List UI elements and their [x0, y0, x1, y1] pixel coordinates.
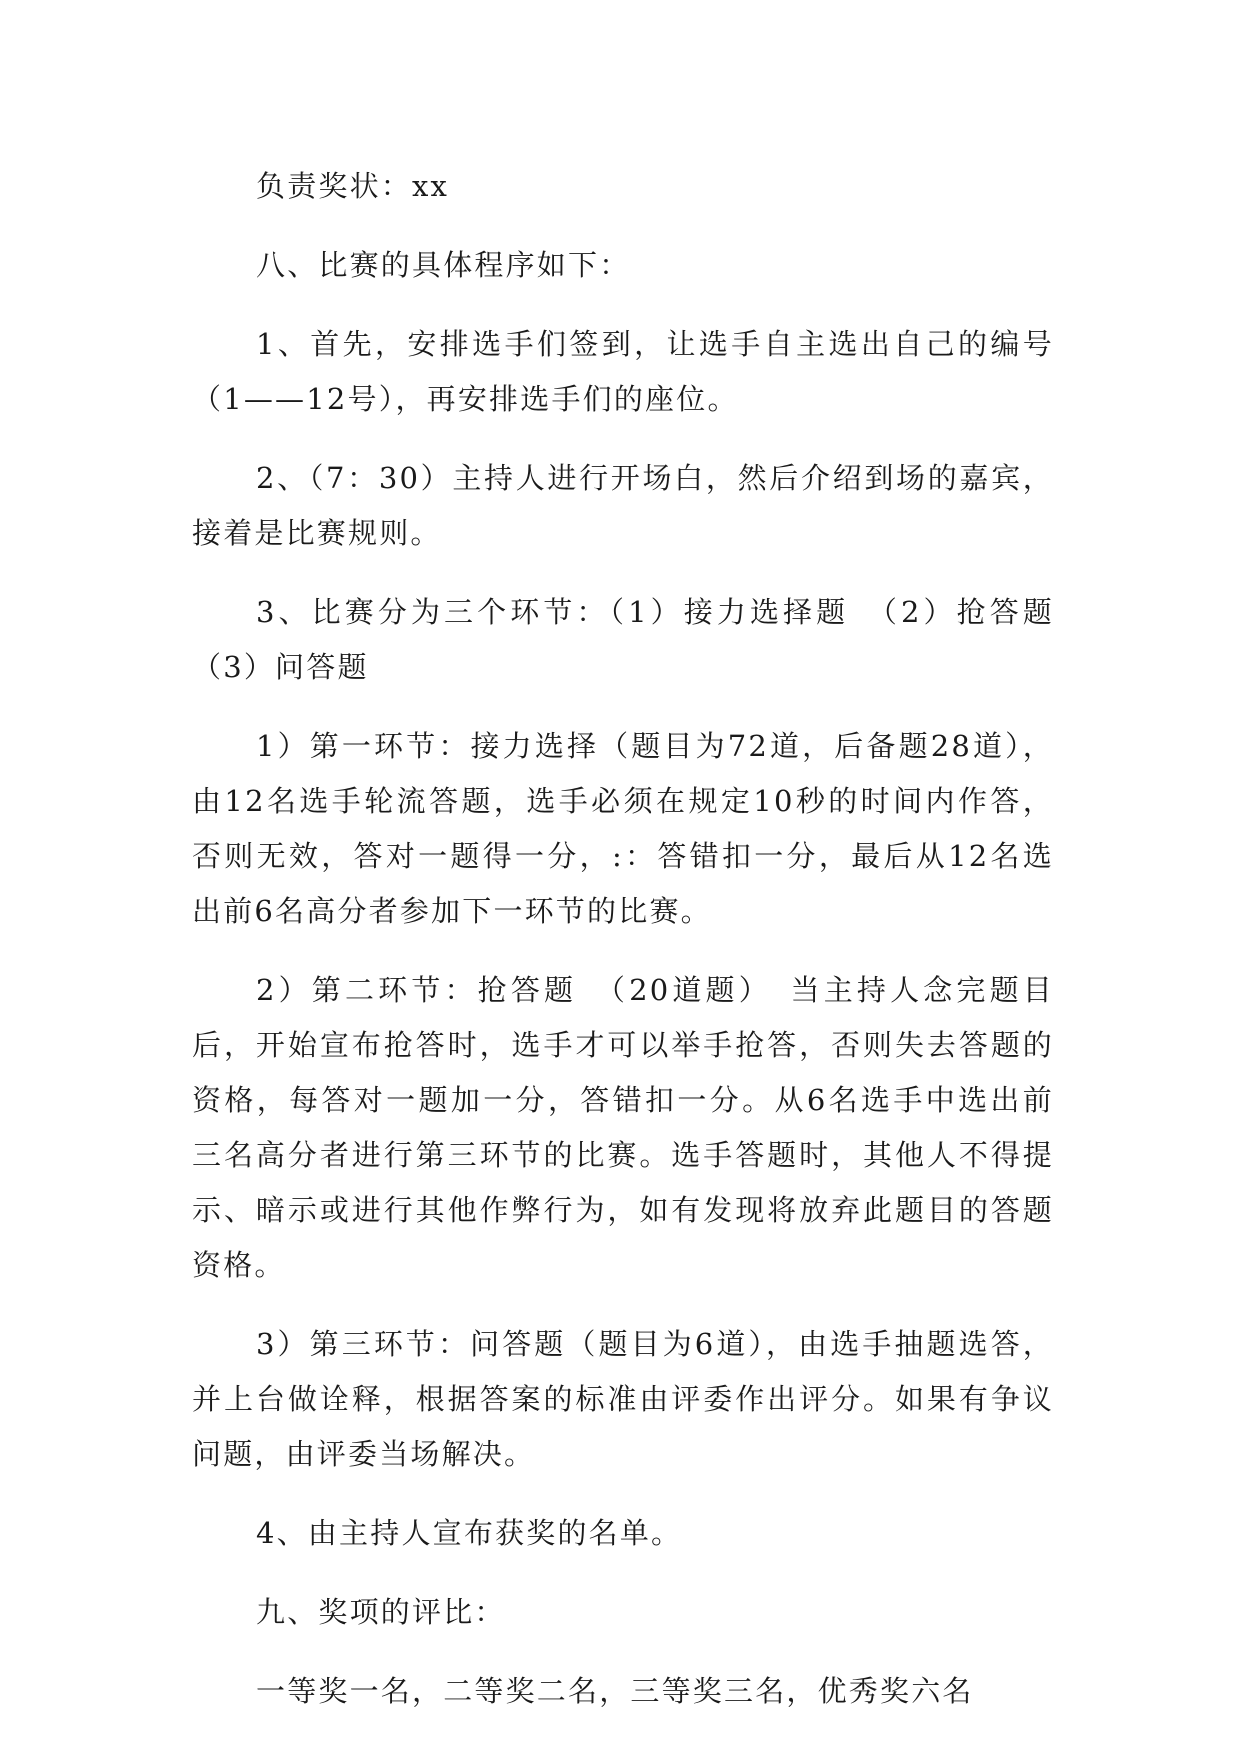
paragraph-step-3: 3、比赛分为三个环节：（1）接力选择题 （2）抢答题（3）问答题 [192, 595, 1054, 684]
paragraph-round-1: 1）第一环节：接力选择（题目为72道，后备题28道），由12名选手轮流答题，选手必须在规定10秒的时间内作答，否则无效，答对一题得一分，:：答错扣一分，最后从12名选出前6名高分者参加下一环节的比赛。 [192, 729, 1054, 928]
paragraph-round-2: 2）第二环节：抢答题 （20道题） 当主持人念完题目后，开始宣布抢答时，选手才可以举手抢答，否则失去答题的资格，每答对一题加一分，答错扣一分。从6名选手中选出前三名高分者进行第三环节的比赛。选手答题时，其他人不得提示、暗示或进行其他作弊行为，如有发现将放弃此题目的答题资格。 [192, 973, 1054, 1282]
paragraph-round-3: 3）第三环节：问答题（题目为6道），由选手抽题选答，并上台做诠释，根据答案的标准由评委作出评分。如果有争议问题，由评委当场解决。 [192, 1327, 1054, 1471]
paragraph-step-1: 1、首先，安排选手们签到，让选手自主选出自己的编号（1——12号），再安排选手们的座位。 [192, 327, 1054, 416]
heading-awards: 九、奖项的评比： [256, 1595, 506, 1629]
paragraph-award-list: 一等奖一名，二等奖二名，三等奖三名，优秀奖六名 [256, 1674, 974, 1708]
paragraph-step-2: 2、（7：30）主持人进行开场白，然后介绍到场的嘉宾，接着是比赛规则。 [192, 461, 1054, 550]
heading-procedure: 八、比赛的具体程序如下： [256, 248, 631, 282]
paragraph-step-4: 4、由主持人宣布获奖的名单。 [256, 1516, 683, 1550]
document-body [192, 159, 1054, 1743]
paragraph-award-certificate: 负责奖状：xx [256, 169, 450, 203]
